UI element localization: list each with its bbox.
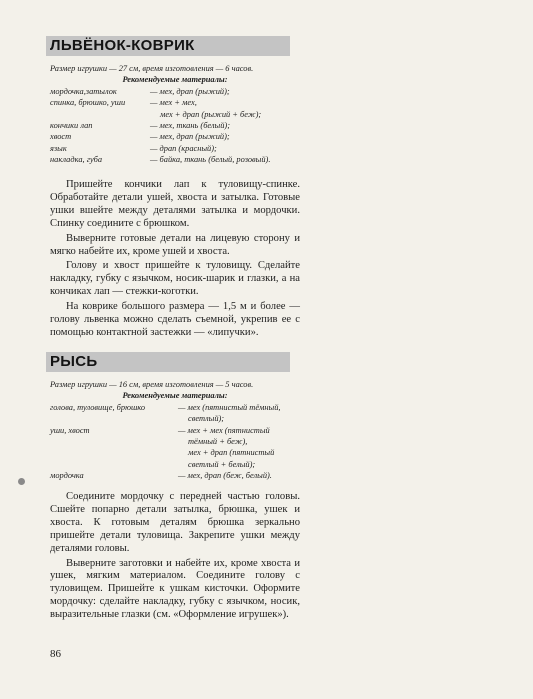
- material-part: уши, хвост: [50, 425, 90, 435]
- material-value: мех + драп (рыжий + беж);: [160, 109, 262, 119]
- section-heading-bar: [46, 352, 290, 372]
- material-value: мех + драп (пятнистый: [188, 448, 275, 458]
- binding-hole-dot: [18, 478, 25, 485]
- material-value: — мех, ткань (белый);: [150, 120, 230, 130]
- material-value: — мех + мех (пятнистый: [178, 425, 270, 435]
- material-value: — мех + мех,: [150, 98, 197, 108]
- paragraph: Голову и хвост пришейте к туловищу. Сделайте накладку, губку с язычком, носик-шарик и глазки, а на кончиках лап — стежки-коготки.: [50, 260, 300, 298]
- material-part: хвост: [50, 132, 72, 142]
- spec-block: [50, 379, 300, 482]
- materials-heading: Рекомендуемые материалы:: [122, 75, 228, 85]
- body-text: [50, 179, 300, 342]
- material-row: [50, 425, 300, 436]
- material-row: [50, 131, 300, 142]
- material-value: — драп (красный);: [150, 143, 217, 153]
- material-row: [50, 97, 300, 108]
- material-value: — мех, драп (рыжий);: [150, 132, 230, 142]
- body-text: [50, 491, 300, 624]
- material-row: [50, 120, 300, 131]
- materials-heading: Рекомендуемые материалы:: [122, 391, 228, 401]
- material-part: спинка, брюшко, уши: [50, 98, 126, 108]
- material-part: язык: [50, 143, 67, 153]
- material-value: — мех, драп (беж, белый).: [178, 471, 272, 481]
- material-value: светлый);: [188, 414, 225, 424]
- material-value: тёмный + беж),: [188, 436, 248, 446]
- material-row: [50, 436, 300, 447]
- material-part: мордочка,затылок: [50, 86, 117, 96]
- paragraph: Выверните заготовки и набейте их, кроме хвоста и ушек, мягким материалом. Соедините голову с туловищем. Пришейте к ушкам кисточки. Оформите мордочку: сделайте накладку, губку с язычком, носик, выразительные глазки (см. «Оформление игрушек»).: [50, 557, 300, 621]
- material-row: [50, 459, 300, 470]
- material-row: [50, 86, 300, 97]
- spec-block: [50, 63, 300, 166]
- size-line: Размер игрушки — 16 см, время изготовления — 5 часов.: [50, 380, 254, 389]
- paragraph: На коврике большого размера — 1,5 м и более — голову львенка можно сделать съемной, укрепив ее с помощью контактной застежки — «липучки».: [50, 301, 300, 338]
- material-row: [50, 109, 300, 120]
- material-part: кончики лап: [50, 120, 93, 130]
- material-value: — мех (пятнистый тёмный,: [178, 402, 281, 412]
- page-number: 86: [50, 648, 61, 660]
- material-value: — мех, драп (рыжий);: [150, 86, 230, 96]
- size-line: Размер игрушки — 27 см, время изготовления — 6 часов.: [50, 64, 254, 73]
- material-part: мордочка: [50, 471, 84, 481]
- material-value: — байка, ткань (белый, розовый).: [150, 155, 271, 165]
- material-row: [50, 402, 300, 413]
- paragraph: Выверните готовые детали на лицевую сторону и мягко набейте их, кроме ушей и хвоста.: [50, 232, 300, 257]
- material-value: светлый + белый);: [188, 459, 256, 469]
- paragraph: Пришейте кончики лап к туловищу-спинке. Обработайте детали ушей, хвоста и затылка. Готовые ушки вшейте между деталями затылка и мордочки. Спинку соедините с брюшком.: [50, 179, 300, 229]
- material-row: [50, 143, 300, 154]
- material-part: накладка, губа: [50, 155, 103, 165]
- section-heading-bar: [46, 36, 290, 56]
- section-heading: ЛЬВЁНОК-КОВРИК: [50, 37, 195, 54]
- material-row: [50, 413, 300, 424]
- material-row: [50, 470, 300, 481]
- material-row: [50, 447, 300, 458]
- material-row: [50, 154, 300, 165]
- paragraph: Соедините мордочку с передней частью головы. Сшейте попарно детали затылка, брюшка, ушек и хвоста. К готовым деталям брюшка зеркально пришейте детали туловища. Закрепите ушки между деталями головы.: [50, 491, 300, 554]
- material-part: голова, туловище, брюшко: [50, 402, 146, 412]
- section-heading: РЫСЬ: [50, 353, 98, 370]
